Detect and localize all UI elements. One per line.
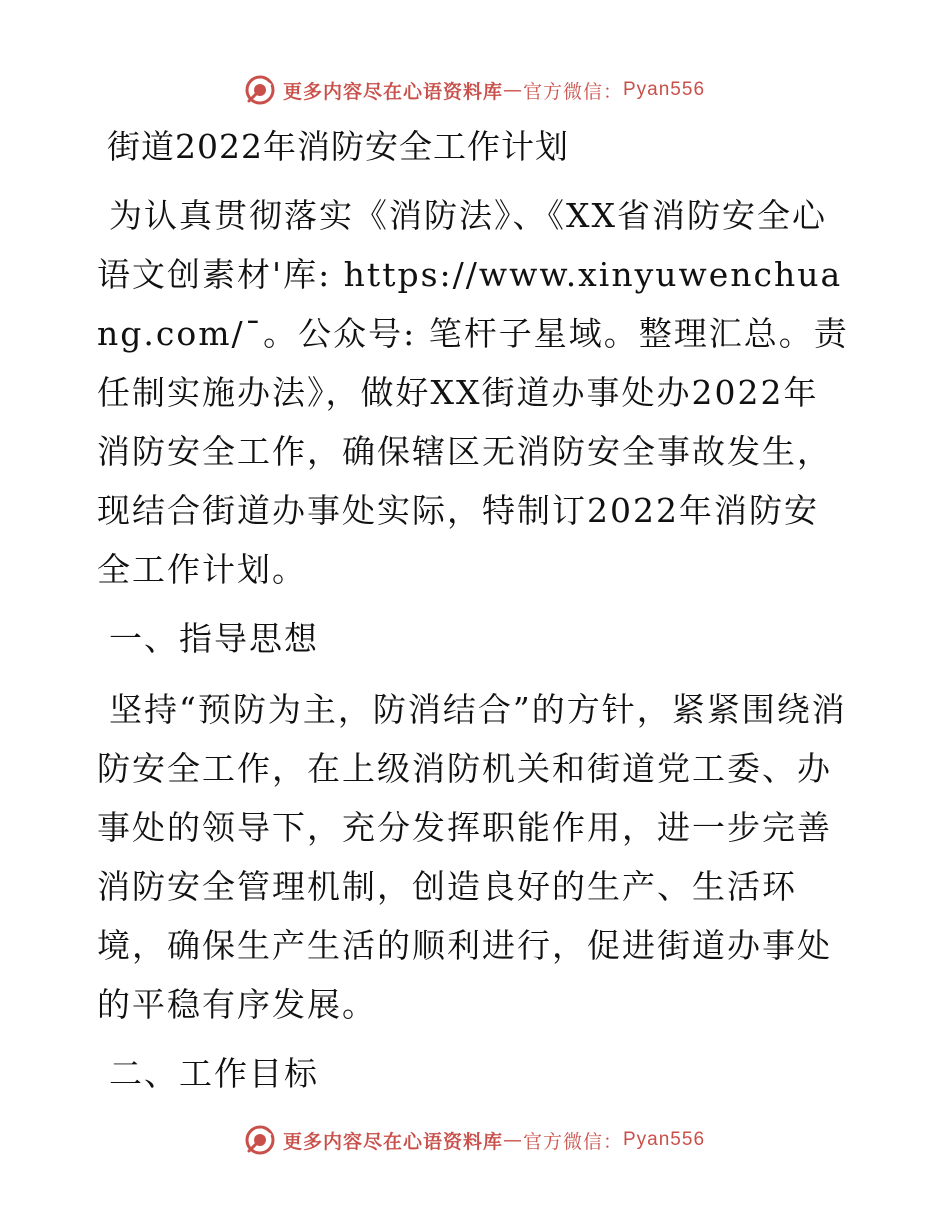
section-heading-work-goals: 二、工作目标 [109, 1054, 319, 1093]
section-heading-guiding-ideology: 一、指导思想 [109, 619, 319, 658]
header-watermark-banner [0, 70, 950, 110]
banner-wechat-id: Pyan556 [623, 79, 706, 100]
footer-watermark-banner [0, 1120, 950, 1160]
banner-separator: — [502, 79, 523, 101]
banner-wechat-label: 官方微信： [522, 80, 623, 103]
intro-paragraph: 为认真贯彻落实《消防法》、《XX省消防安全心语文创素材'库: https://www.xinyuwenchuang.com/¯。公众号: 笔杆子星域。整理汇总。责任制实施办法》，做好XX街道办事处办2022年消防安全工作，确保辖区无消防安全事故发生，现结合街道办事处实际，特制订2022年消防安全工作计划。 [97, 196, 849, 589]
banner-wechat-id: Pyan556 [623, 1129, 706, 1150]
pen-logo-icon [245, 75, 275, 105]
banner-site-name: 更多内容尽在心语资料库 [282, 80, 503, 103]
banner-separator: — [502, 1129, 523, 1151]
document-body [97, 118, 849, 1115]
banner-site-name: 更多内容尽在心语资料库 [282, 1130, 503, 1153]
pen-logo-icon [245, 1125, 275, 1155]
banner-wechat-label: 官方微信： [522, 1130, 623, 1153]
section-body-guiding-ideology: 坚持“预防为主，防消结合”的方针，紧紧围绕消防安全工作，在上级消防机关和街道党工委、办事处的领导下，充分发挥职能作用，进一步完善消防安全管理机制，创造良好的生产、生活环境，确保生产生活的顺利进行，促进街道办事处的平稳有序发展。 [97, 690, 847, 1024]
document-title: 街道2022年消防安全工作计划 [107, 127, 569, 166]
